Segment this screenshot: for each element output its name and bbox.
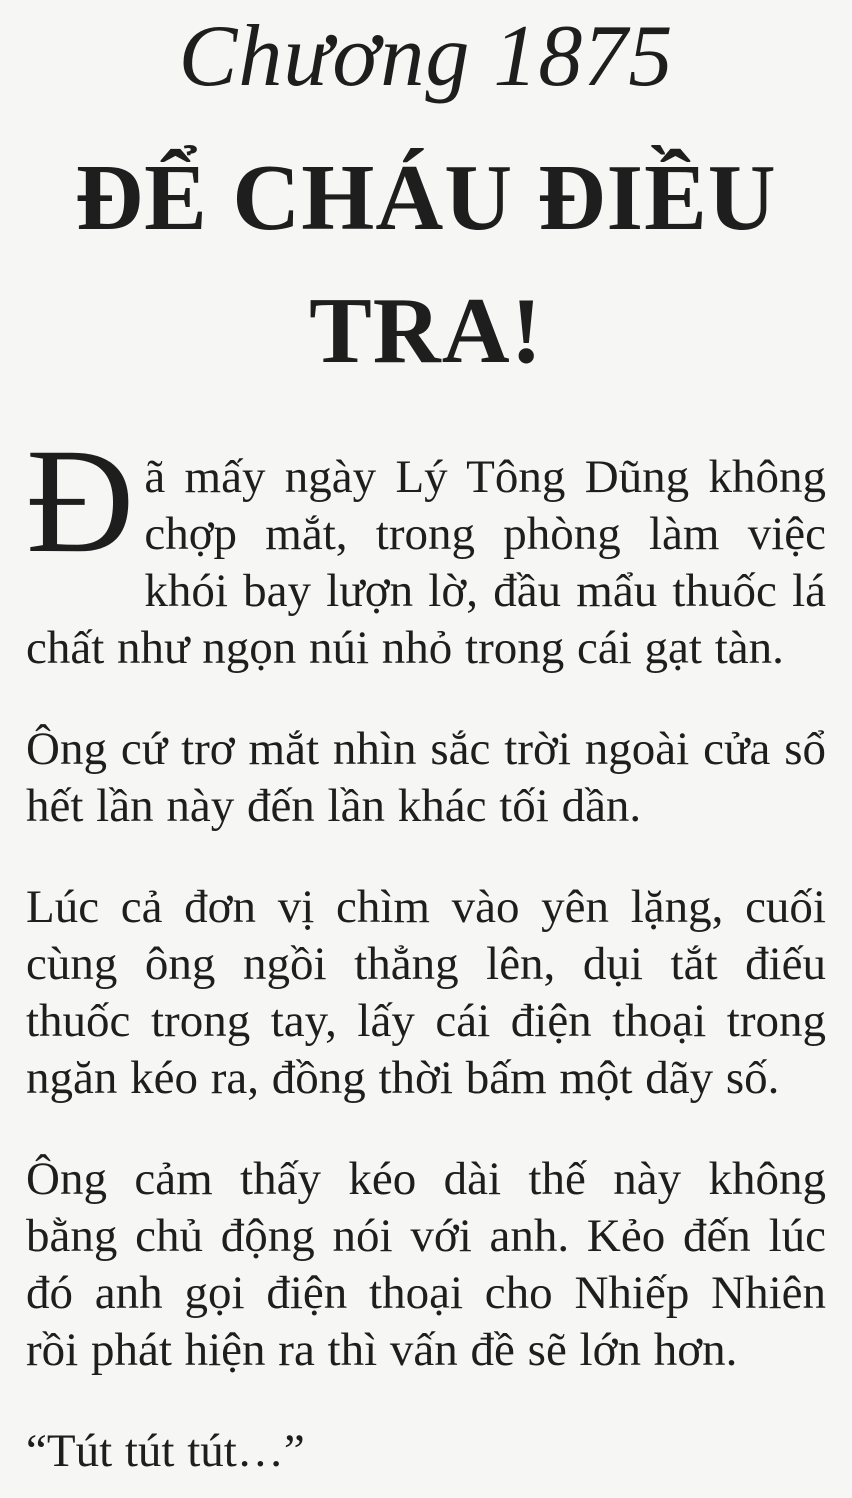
drop-cap: Đ [26,417,135,584]
paragraph: Lúc cả đơn vị chìm vào yên lặng, cuối cùng ông ngồi thẳng lên, dụi tắt điếu thuốc trong tay, lấy cái điện thoại trong ngăn kéo ra, đồng thời bấm một dãy số. [26,880,826,1104]
paragraph [26,417,826,677]
paragraph: “Tút tút tút…” [26,1424,305,1477]
chapter-header [26,4,826,399]
chapter-number: Chương 1875 [178,8,674,105]
paragraph: Ông cảm thấy kéo dài thế này không bằng chủ động nói với anh. Kẻo đến lúc đó anh gọi điện thoại cho Nhiếp Nhiên rồi phát hiện ra thì vấn đề sẽ lớn hơn. [26,1152,826,1376]
chapter-body [26,417,826,1480]
paragraph: Ông cứ trơ mắt nhìn sắc trời ngoài cửa sổ hết lần này đến lần khác tối dần. [26,722,826,832]
chapter-title: ĐỂ CHÁU ĐIỀU TRA! [75,145,777,384]
paragraph-text: ã mấy ngày Lý Tông Dũng không chợp mắt, trong phòng làm việc khói bay lượn lờ, đầu mẩu thuốc lá chất như ngọn núi nhỏ trong cái gạt tàn. [26,450,826,674]
